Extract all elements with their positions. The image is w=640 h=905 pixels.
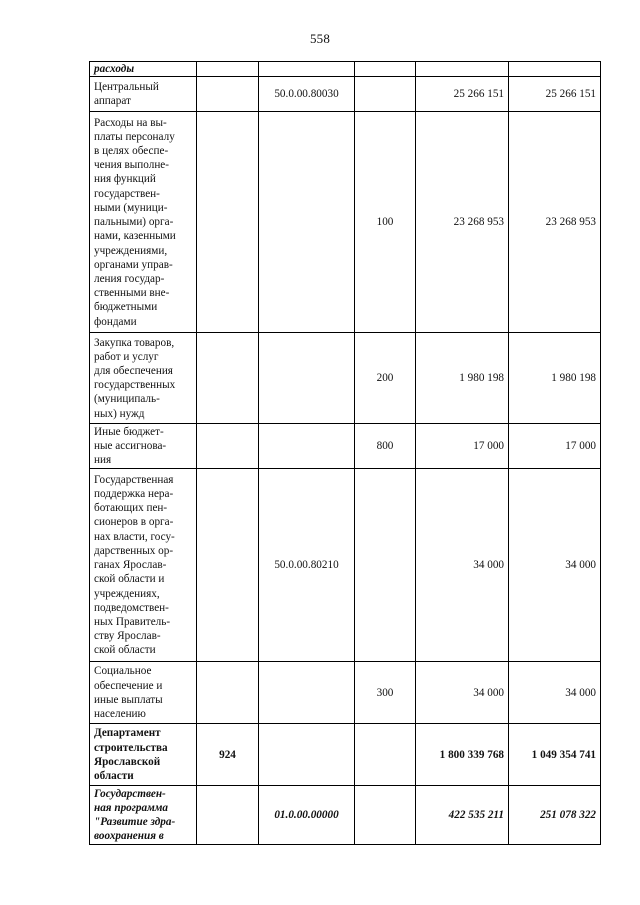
row-amount-2: 1 049 354 741 — [509, 724, 601, 786]
row-target-article: 50.0.00.80030 — [259, 77, 355, 112]
table-row — [90, 112, 601, 333]
row-amount-1: 34 000 — [416, 662, 509, 724]
row-dept-code — [197, 469, 259, 662]
row-dept-code — [197, 112, 259, 333]
row-amount-1: 1 800 339 768 — [416, 724, 509, 786]
row-dept-code — [197, 77, 259, 112]
row-name: Социальное обеспечение и иные выплаты населению — [90, 662, 197, 724]
row-amount-1: 34 000 — [416, 469, 509, 662]
row-name: Закупка товаров, работ и услуг для обеспечения государственных (муниципаль- ных) нужд — [90, 333, 197, 424]
row-name: Иные бюджет- ные ассигнова- ния — [90, 424, 197, 469]
page-number: 558 — [309, 31, 331, 46]
row-target-article — [259, 724, 355, 786]
row-expense-type: 200 — [355, 333, 416, 424]
row-amount-1: 1 980 198 — [416, 333, 509, 424]
row-amount-2: 1 980 198 — [509, 333, 601, 424]
row-amount-2: 251 078 322 — [509, 786, 601, 845]
table-row — [90, 77, 601, 112]
row-dept-code — [197, 662, 259, 724]
row-expense-type — [355, 786, 416, 845]
row-target-article — [259, 112, 355, 333]
row-dept-code: 924 — [197, 724, 259, 786]
table-row — [90, 424, 601, 469]
row-amount-2: 23 268 953 — [509, 112, 601, 333]
row-expense-type — [355, 77, 416, 112]
row-target-article: 50.0.00.80210 — [259, 469, 355, 662]
table-row — [90, 786, 601, 845]
table-row — [90, 62, 601, 77]
row-expense-type — [355, 62, 416, 77]
row-expense-type: 800 — [355, 424, 416, 469]
row-amount-2: 34 000 — [509, 469, 601, 662]
row-target-article — [259, 62, 355, 77]
row-target-article — [259, 424, 355, 469]
row-name: Расходы на вы- платы персоналу в целях обеспе- чения выполне- ния функций государствен- ными (муници- пальными) орга- нами, казенными учреждениями, органами управ- ления государ- ственными вне- бюджетными фондами — [90, 112, 197, 333]
row-target-article — [259, 662, 355, 724]
row-dept-code — [197, 62, 259, 77]
row-amount-1: 23 268 953 — [416, 112, 509, 333]
row-amount-1: 17 000 — [416, 424, 509, 469]
budget-table-body — [90, 62, 601, 845]
table-row — [90, 662, 601, 724]
row-amount-2 — [509, 62, 601, 77]
row-name: Государственная поддержка нера- ботающих пен- сионеров в орга- нах власти, госу- дарственных ор- ганах Ярослав- ской области и учреждениях, подведомствен- ных Правитель- ству Ярослав- ской области — [90, 469, 197, 662]
row-expense-type — [355, 469, 416, 662]
table-row — [90, 469, 601, 662]
row-amount-1: 422 535 211 — [416, 786, 509, 845]
row-amount-2: 34 000 — [509, 662, 601, 724]
row-expense-type: 100 — [355, 112, 416, 333]
row-dept-code — [197, 333, 259, 424]
row-amount-1: 25 266 151 — [416, 77, 509, 112]
row-name: Департамент строительства Ярославской области — [90, 724, 197, 786]
row-target-article — [259, 333, 355, 424]
row-amount-2: 25 266 151 — [509, 77, 601, 112]
row-expense-type: 300 — [355, 662, 416, 724]
row-dept-code — [197, 424, 259, 469]
budget-table — [89, 61, 601, 845]
row-expense-type — [355, 724, 416, 786]
row-amount-1 — [416, 62, 509, 77]
row-name: Центральный аппарат — [90, 77, 197, 112]
table-row — [90, 724, 601, 786]
row-amount-2: 17 000 — [509, 424, 601, 469]
table-row — [90, 333, 601, 424]
row-name: Государствен- ная программа "Развитие здра- воохранения в — [90, 786, 197, 845]
row-name: расходы — [90, 62, 197, 77]
row-target-article: 01.0.00.00000 — [259, 786, 355, 845]
row-dept-code — [197, 786, 259, 845]
